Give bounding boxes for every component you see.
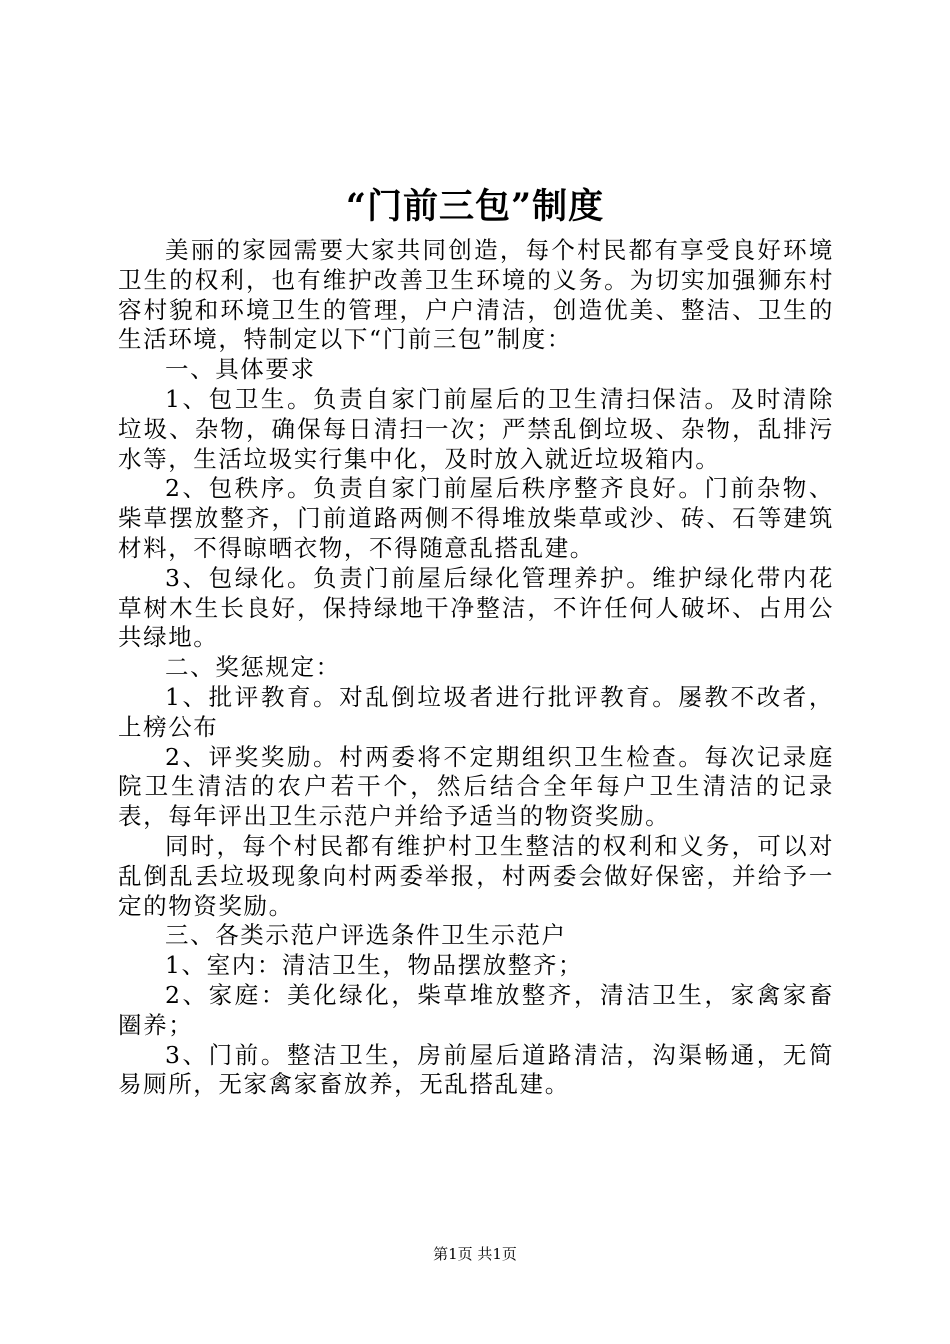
reward-item-report: 同时，每个村民都有维护村卫生整洁的权利和义务，可以对乱倒乱丢垃圾现象向村两委举报，村两委会做好保密，并给予一定的物资奖励。 [118, 831, 834, 920]
criteria-item-frontage: 3、门前。整洁卫生，房前屋后道路清洁，沟渠畅通，无简易厕所，无家禽家畜放养，无乱搭乱建。 [118, 1040, 834, 1099]
section-heading-criteria: 三、各类示范户评选条件卫生示范户 [165, 921, 567, 950]
requirement-item-sanitation: 1、包卫生。负责自家门前屋后的卫生清扫保洁。及时清除垃圾、杂物，确保每日清扫一次；严禁乱倒垃圾、杂物，乱排污水等，生活垃圾实行集中化，及时放入就近垃圾箱内。 [118, 384, 834, 473]
requirement-item-order: 2、包秩序。负责自家门前屋后秩序整齐良好。门前杂物、柴草摆放整齐，门前道路两侧不得堆放柴草或沙、砖、石等建筑材料，不得晾晒衣物，不得随意乱搭乱建。 [118, 474, 834, 562]
section-heading-rewards: 二、奖惩规定： [165, 653, 341, 682]
intro-paragraph: 美丽的家园需要大家共同创造，每个村民都有享受良好环境卫生的权利，也有维护改善卫生环境的义务。为切实加强狮东村容村貌和环境卫生的管理，户户清洁，创造优美、整洁、卫生的生活环境，特制定以下“门前三包”制度： [118, 236, 834, 354]
page-footer: 第1页 共1页 [433, 1245, 517, 1263]
reward-item-award: 2、评奖奖励。村两委将不定期组织卫生检查。每次记录庭院卫生清洁的农户若干个，然后结合全年每户卫生清洁的记录表，每年评出卫生示范户并给予适当的物资奖励。 [118, 742, 834, 831]
reward-item-criticism: 1、批评教育。对乱倒垃圾者进行批评教育。屡教不改者，上榜公布 [118, 682, 834, 741]
criteria-item-household: 2、家庭：美化绿化，柴草堆放整齐，清洁卫生，家禽家畜圈养； [118, 980, 834, 1039]
requirement-item-greening: 3、包绿化。负责门前屋后绿化管理养护。维护绿化带内花草树木生长良好，保持绿地干净整洁，不许任何人破坏、占用公共绿地。 [118, 563, 834, 652]
section-heading-requirements: 一、具体要求 [165, 355, 316, 384]
criteria-item-indoor: 1、室内：清洁卫生，物品摆放整齐； [165, 951, 584, 980]
document-title: “门前三包”制度 [345, 186, 605, 227]
document-body [118, 236, 834, 1100]
